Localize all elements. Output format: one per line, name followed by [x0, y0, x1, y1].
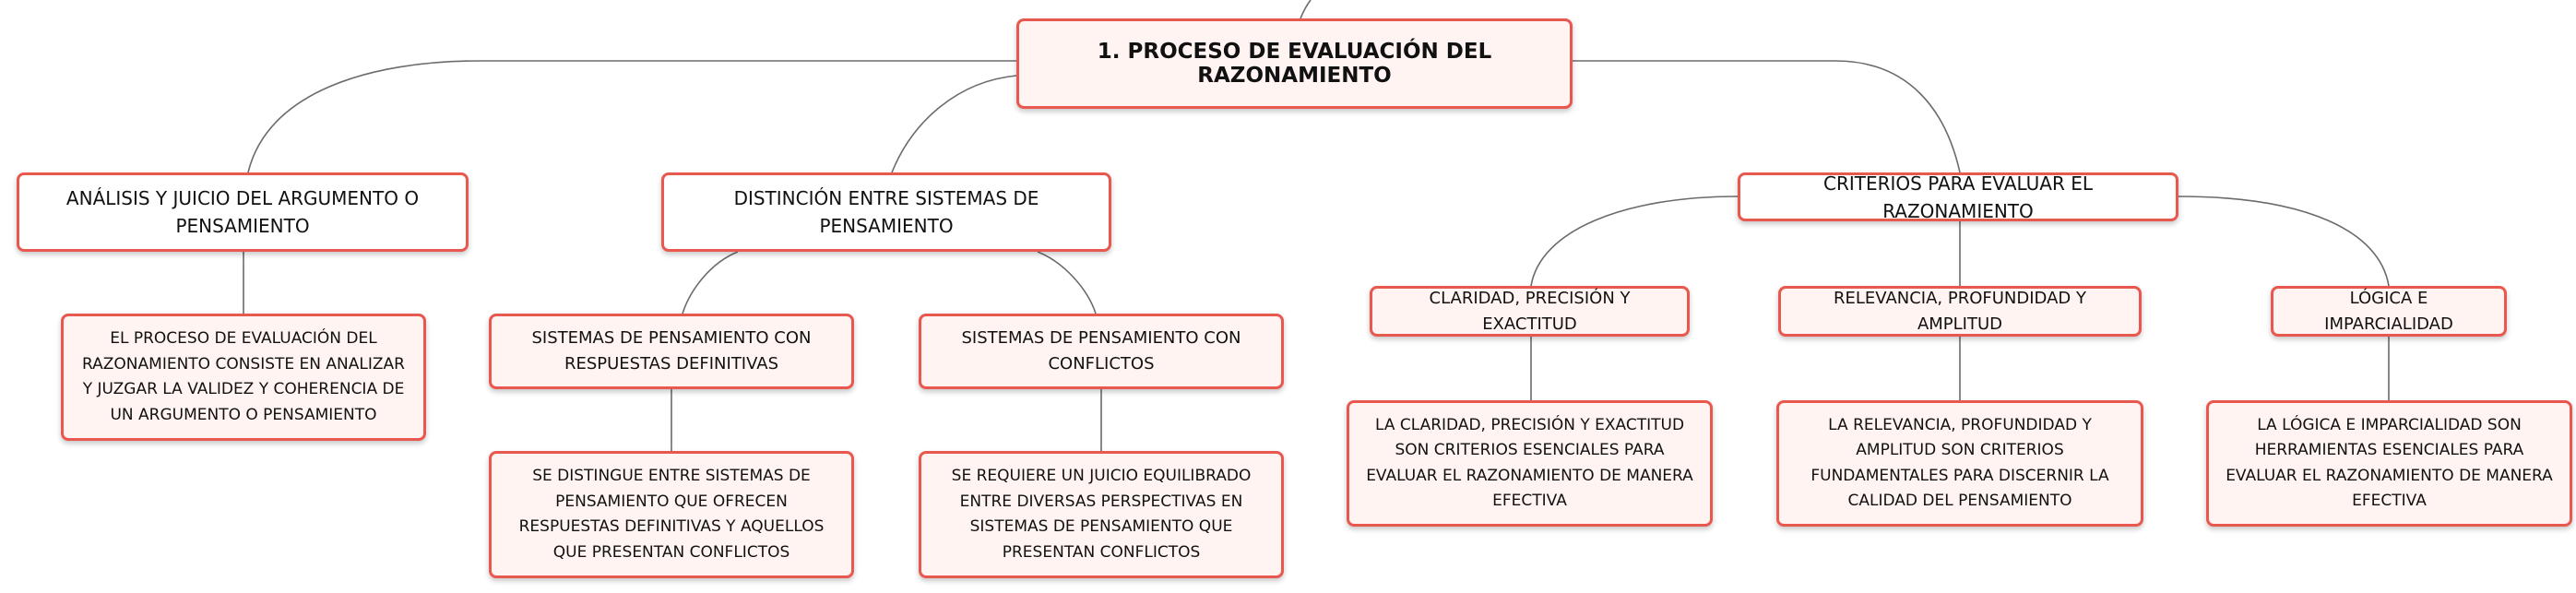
topic-label: ANÁLISIS Y JUICIO DEL ARGUMENTO O PENSAMIENTO [65, 187, 420, 237]
leaf-logica[interactable] [2206, 400, 2572, 527]
leaf-analisis-juicio[interactable] [61, 314, 426, 441]
connector-criterios-sub5 [2178, 196, 2389, 286]
subtopic-logica[interactable] [2271, 286, 2507, 337]
root-topic-label: 1. PROCESO DE EVALUACIÓN DEL RAZONAMIENTO [1097, 40, 1492, 88]
leaf-respuestas-definitivas[interactable] [489, 451, 854, 578]
subtopic-label: RELEVANCIA, PROFUNDIDAD Y AMPLITUD [1834, 288, 2086, 334]
connector-parent-to-root [1300, 0, 1311, 18]
subtopic-label: SISTEMAS DE PENSAMIENTO CON RESPUESTAS DEFINITIVAS [531, 328, 812, 374]
subtopic-conflictos[interactable] [919, 314, 1284, 389]
leaf-relevancia[interactable] [1776, 400, 2143, 527]
leaf-label: LA LÓGICA E IMPARCIALIDAD SON HERRAMIENTAS ESENCIALES PARA EVALUAR EL RAZONAMIENTO DE MANERA EFECTIVA [2226, 415, 2553, 510]
root-topic[interactable] [1016, 18, 1573, 109]
leaf-conflictos[interactable] [919, 451, 1284, 578]
connector-root-analisis [248, 61, 1016, 172]
subtopic-claridad[interactable] [1370, 286, 1690, 337]
subtopic-label: LÓGICA E IMPARCIALIDAD [2324, 288, 2453, 334]
connector-root-distincion [892, 76, 1016, 172]
subtopic-label: CLARIDAD, PRECISIÓN Y EXACTITUD [1429, 288, 1631, 334]
connector-root-criterios [1573, 61, 1960, 172]
subtopic-label: SISTEMAS DE PENSAMIENTO CON CONFLICTOS [961, 328, 1241, 374]
subtopic-relevancia[interactable] [1778, 286, 2142, 337]
topic-criterios-evaluar[interactable] [1738, 172, 2178, 221]
topic-distincion-sistemas[interactable] [661, 172, 1111, 252]
topic-label: CRITERIOS PARA EVALUAR EL RAZONAMIENTO [1822, 172, 2093, 222]
leaf-label: EL PROCESO DE EVALUACIÓN DEL RAZONAMIENTO CONSISTE EN ANALIZAR Y JUZGAR LA VALIDEZ Y COHERENCIA DE UN ARGUMENTO O PENSAMIENTO [82, 329, 405, 424]
topic-analisis-juicio[interactable] [17, 172, 469, 252]
topic-label: DISTINCIÓN ENTRE SISTEMAS DE PENSAMIENTO [733, 187, 1039, 237]
leaf-label: SE REQUIERE UN JUICIO EQUILIBRADO ENTRE DIVERSAS PERSPECTIVAS EN SISTEMAS DE PENSAMIENTO QUE PRESENTAN CONFLICTOS [951, 467, 1252, 562]
connector-distincion-sub1 [683, 252, 738, 314]
connector-criterios-sub3 [1531, 196, 1738, 286]
leaf-label: LA RELEVANCIA, PROFUNDIDAD Y AMPLITUD SON CRITERIOS FUNDAMENTALES PARA DISCERNIR LA CALIDAD DEL PENSAMIENTO [1810, 415, 2109, 510]
subtopic-respuestas-definitivas[interactable] [489, 314, 854, 389]
leaf-label: LA CLARIDAD, PRECISIÓN Y EXACTITUD SON CRITERIOS ESENCIALES PARA EVALUAR EL RAZONAMIENTO DE MANERA EFECTIVA [1366, 415, 1693, 510]
leaf-label: SE DISTINGUE ENTRE SISTEMAS DE PENSAMIENTO QUE OFRECEN RESPUESTAS DEFINITIVAS Y AQUELLOS QUE PRESENTAN CONFLICTOS [518, 467, 825, 562]
connector-distincion-sub2 [1038, 252, 1096, 314]
leaf-claridad[interactable] [1347, 400, 1713, 527]
